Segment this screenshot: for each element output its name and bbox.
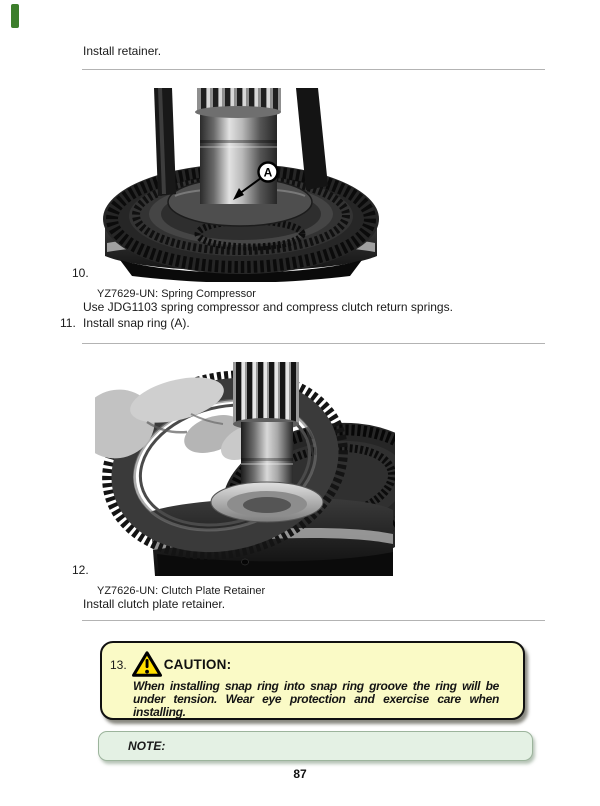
step-10-number: 10. — [72, 266, 89, 280]
step-11-number: 11. — [60, 316, 76, 330]
step-12-number: 12. — [72, 563, 89, 577]
note-box — [98, 731, 533, 761]
splined-shaft — [195, 88, 281, 204]
step-13-number: 13. — [110, 657, 127, 672]
page-number: 87 — [293, 767, 307, 781]
caution-box — [100, 641, 525, 720]
divider — [82, 343, 545, 344]
note-label: NOTE: — [128, 739, 166, 753]
step-intro-text: Install retainer. — [83, 44, 162, 58]
figure-spring-compressor — [100, 86, 382, 282]
step-12-text: Install clutch plate retainer. — [83, 597, 226, 611]
green-marker — [11, 4, 19, 28]
caution-title: CAUTION: — [163, 657, 232, 672]
figure-clutch-plate-retainer — [95, 362, 395, 576]
caution-text: When installing snap ring into snap ring groove the ring will be under tension. Wear eye protection and exercise care when installing. — [133, 679, 499, 719]
step-11-text: Install snap ring (A). — [83, 316, 190, 330]
caution-header — [102, 643, 523, 678]
figure-2-caption: YZ7626-UN: Clutch Plate Retainer — [97, 585, 266, 597]
splined-shaft — [233, 362, 299, 498]
warning-triangle-icon — [132, 651, 163, 678]
divider — [82, 620, 545, 621]
divider — [82, 69, 545, 70]
callout-a-label: A — [263, 165, 273, 180]
shaft-hub — [211, 482, 323, 522]
figure-1-caption: YZ7629-UN: Spring Compressor — [97, 288, 256, 300]
step-10-text: Use JDG1103 spring compressor and compress clutch return springs. — [83, 300, 453, 314]
